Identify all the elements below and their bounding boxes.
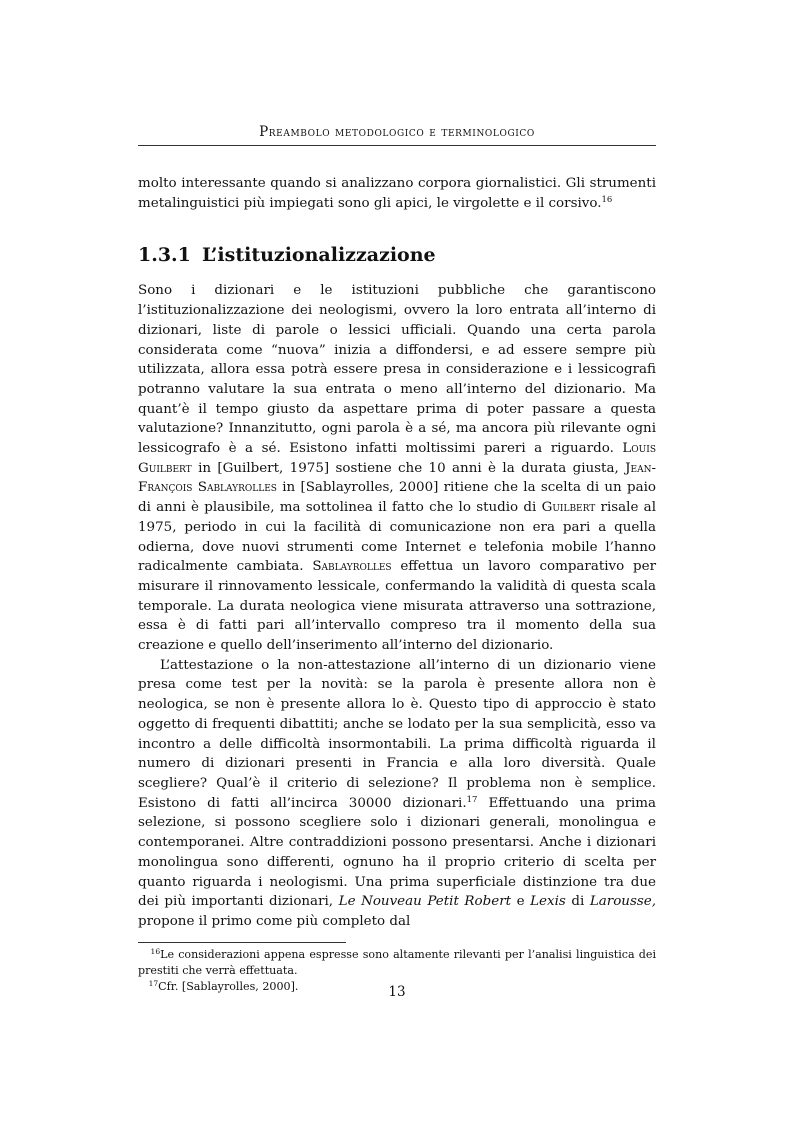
paragraph-text: L’attestazione o la non-attestazione all’interno di un dizionario viene presa come test per la novità: se la parola è presente allora non è neologica, se non è presente allora lo è. Questo tipo di approccio è stato oggetto di frequenti dibattiti; anche se lodato per la sua semplicità, esso va incontro a delle difficoltà insormontabili. La prima difficoltà riguarda il numero di dizionari presenti in Francia e alla loro diversità. Quale scegliere? Qual’è il criterio di selezione? Il problema non è semplice. Esistono di fatti all’incirca 30000 dizionari. [138,657,656,811]
author-name: Louis Guilbert [138,441,656,476]
paragraph-text: in [Sablayrolles, 2000] ritiene che la scelta di un paio di anni è plausibile, ma sottolinea il fatto che lo studio di [138,480,656,516]
footnote-ref-17[interactable]: 17 [466,794,478,805]
page-number: 13 [388,984,406,1000]
footnote-divider [138,942,346,943]
section-heading [138,244,656,266]
publisher-name: Larousse, [589,894,656,910]
intro-text: molto interessante quando si analizzano corpora giornalistici. Gli strumenti metalinguistici più impiegati sono gli apici, le virgolette e il corsivo. [138,176,656,211]
dictionary-title: Lexis [530,894,566,910]
footnote-ref-16[interactable]: 16 [601,194,613,205]
footnote-text: Le considerazioni appena espresse sono altamente rilevanti per l’analisi linguistica dei prestiti che verrà effettuata. [138,947,656,977]
paragraph-institutionalization [138,281,656,655]
footnote-number: 17 [148,978,159,988]
dictionary-title: Le Nouveau Petit Robert [338,894,512,910]
author-name: Jean-François Sablayrolles [138,460,657,496]
section-number: 1.3.1 [138,244,191,267]
footnote-16 [138,947,656,979]
footnote-number: 16 [150,946,161,956]
paragraph-text: e [516,894,525,910]
page-body [138,124,656,995]
paragraph-text: risale al 1975, periodo in cui la facilità di comunicazione non era pari a quella odierna, dove nuovi strumenti come Internet e telefonia mobile l’hanno radicalmente cambiata. [138,500,656,575]
running-head: Preambolo metodologico e terminologico [138,124,656,146]
paragraph-text: Effettuando una prima selezione, si possono scegliere solo i dizionari generali, monolingua e contemporanei. Altre contraddizioni possono presentarsi. Anche i dizionari monolingua sono differenti, ognuno ha il proprio criterio di scelta per quanto riguarda i neologismi. Una prima superficiale distinzione tra due dei più importanti dizionari, [138,795,657,910]
footnote-text: Cfr. [Sablayrolles, 2000]. [158,979,299,993]
intro-paragraph [138,174,656,213]
paragraph-text: Sono i dizionari e le istituzioni pubbliche che garantiscono l’istituzionalizzazione dei neologismi, ovvero la loro entrata all’interno di dizionari, liste di parole o lessici ufficiali. Quando una certa parola considerata come “nuova” inizia a diffondersi, e ad essere sempre più utilizzata, allora essa potrà essere presa in considerazione e i lessicografi potranno valutare la sua entrata o meno all’interno del dizionario. Ma quant’è il tempo giusto da aspettare prima di poter passare a questa valutazione? Innanzitutto, ogni parola è a sé, ma ancora più rilevante ogni lessicografo è a sé. Esistono infatti moltissimi pareri a riguardo. [138,283,656,457]
author-name: Guilbert [541,500,596,516]
author-name: Sablayrolles [312,559,392,575]
paragraph-text: effettua un lavoro comparativo per misurare il rinnovamento lessicale, confermando la validità di questa scala temporale. La durata neologica viene misurata attraverso una sottrazione, essa è di fatti pari all’intervallo compreso tra il momento della sua creazione e quello dell’inserimento all’interno del dizionario. [138,559,657,654]
paragraph-text: propone il primo come più completo dal [138,913,411,929]
section-title: L’istituzionalizzazione [202,244,436,267]
paragraph-text: di [571,894,585,910]
paragraph-text: in [Guilbert, 1975] sostiene che 10 anni è la durata giusta, [198,460,619,476]
paragraph-attestation [138,656,656,932]
